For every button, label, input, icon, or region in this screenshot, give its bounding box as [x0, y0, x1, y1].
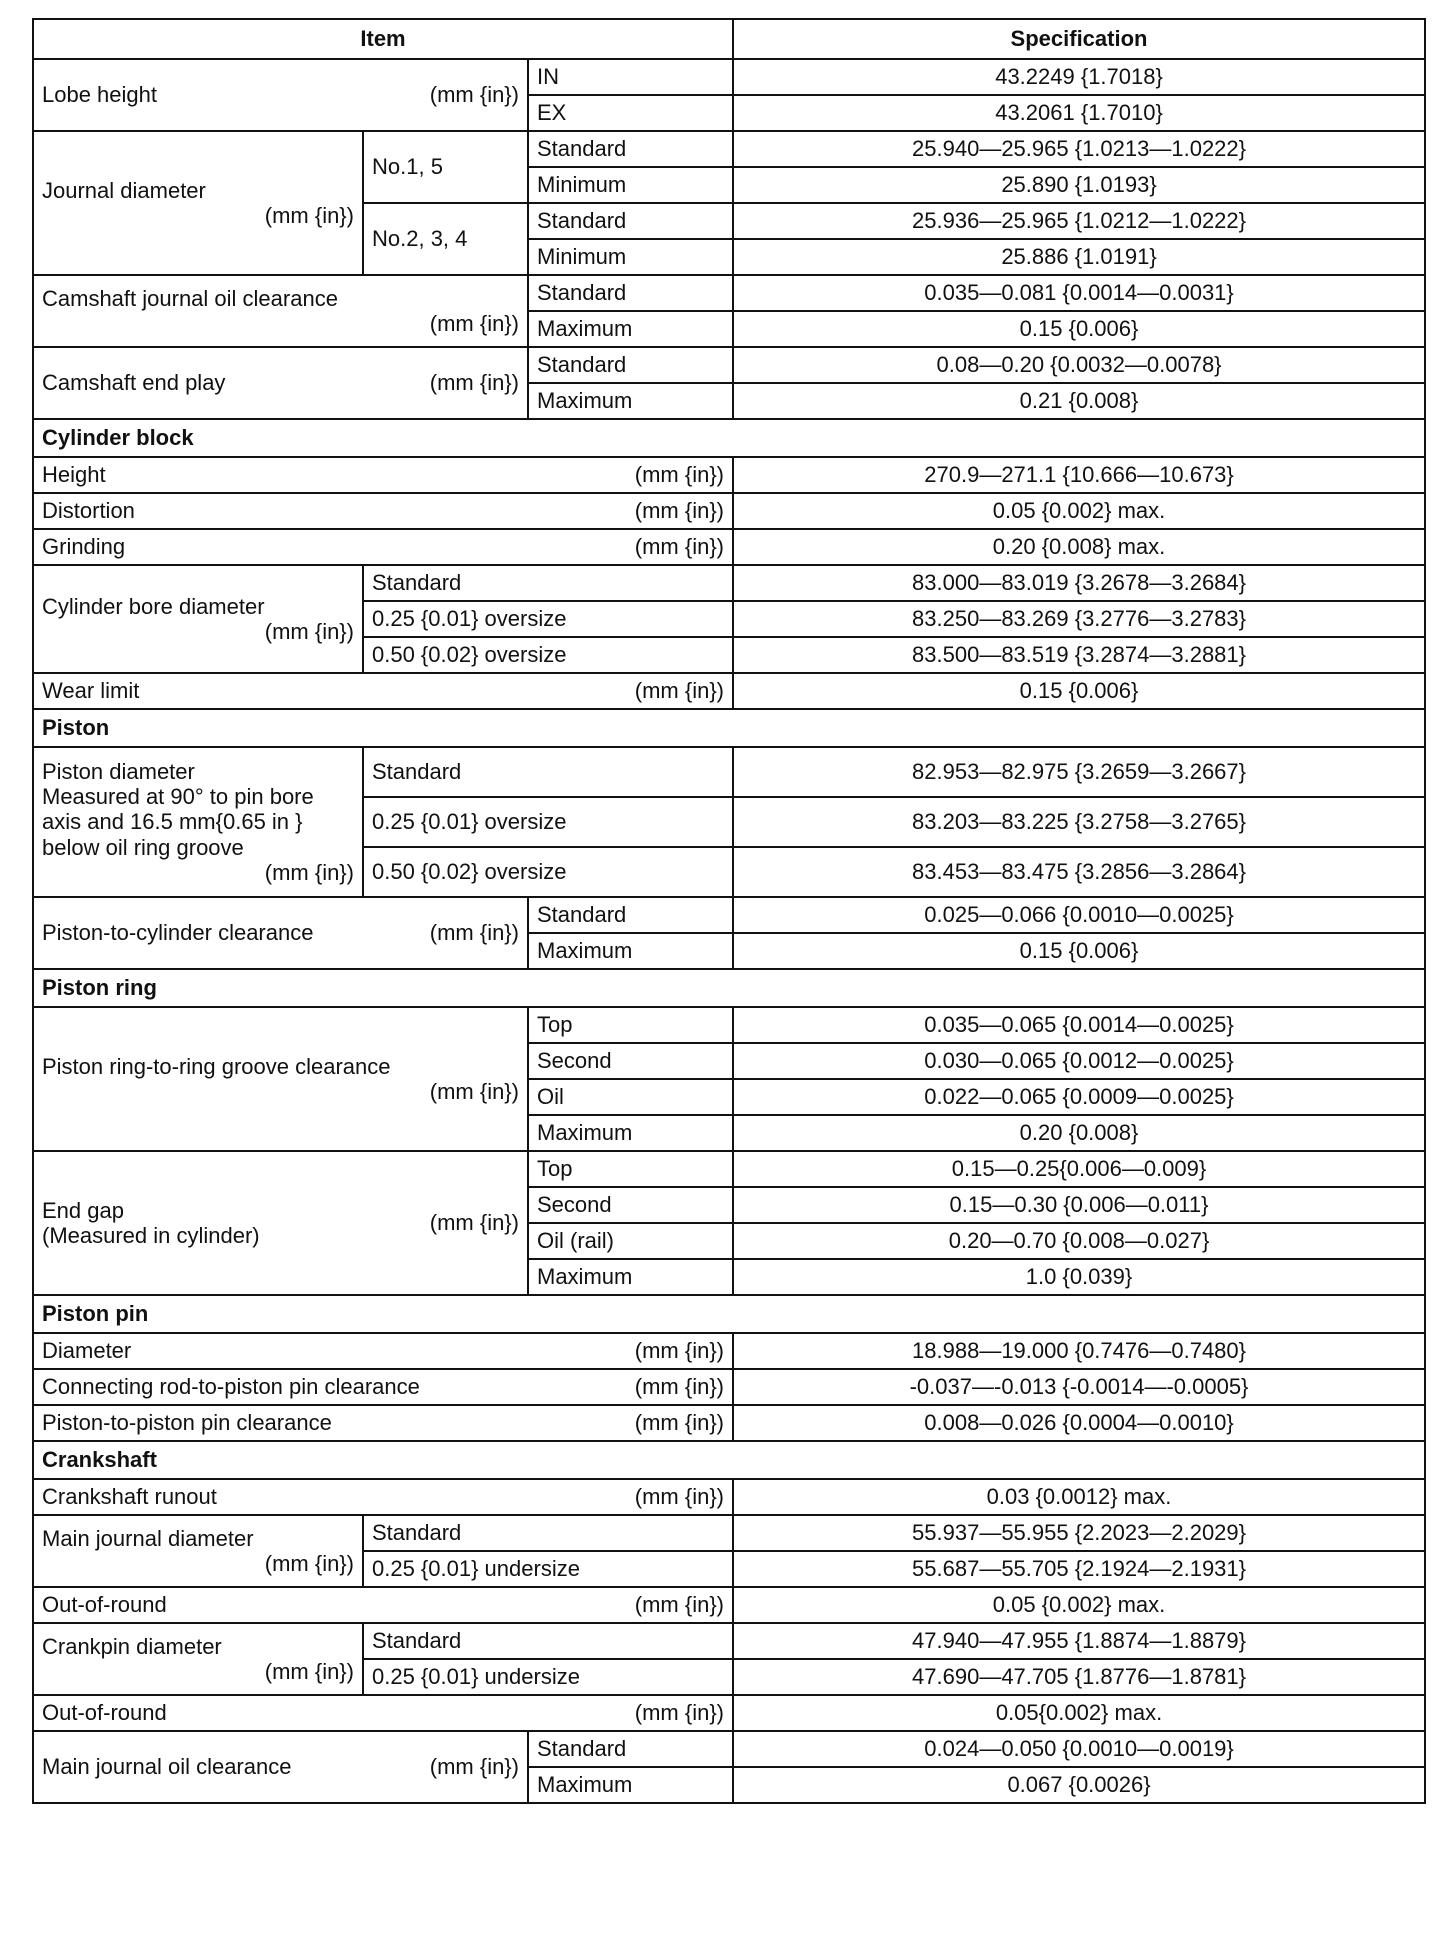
sub-label: Minimum [528, 167, 733, 203]
spec-value: 0.025—0.066 {0.0010—0.0025} [733, 897, 1425, 933]
spec-value: 47.940—47.955 {1.8874—1.8879} [733, 1623, 1425, 1659]
header-specification: Specification [733, 19, 1425, 59]
spec-value: 0.15—0.25{0.006—0.009} [733, 1151, 1425, 1187]
spec-value: 0.024—0.050 {0.0010—0.0019} [733, 1731, 1425, 1767]
table-row [33, 747, 1425, 797]
sub-label: Minimum [528, 239, 733, 275]
sub-label: 0.25 {0.01} undersize [363, 1659, 733, 1695]
section-row [33, 1441, 1425, 1479]
sub-label: 0.25 {0.01} undersize [363, 1551, 733, 1587]
spec-value: 83.000—83.019 {3.2678—3.2684} [733, 565, 1425, 601]
table-row [33, 131, 1425, 167]
spec-value: 0.08—0.20 {0.0032—0.0078} [733, 347, 1425, 383]
spec-value: 83.203—83.225 {3.2758—3.2765} [733, 797, 1425, 847]
main-journal-diameter-label: Main journal diameter (mm {in}) [33, 1515, 363, 1587]
spec-value: 55.937—55.955 {2.2023—2.2029} [733, 1515, 1425, 1551]
table-row [33, 275, 1425, 311]
table-row [33, 673, 1425, 709]
spec-value: 47.690—47.705 {1.8776—1.8781} [733, 1659, 1425, 1695]
table-row [33, 897, 1425, 933]
sub-label: Standard [528, 347, 733, 383]
spec-value: 0.035—0.065 {0.0014—0.0025} [733, 1007, 1425, 1043]
table-row [33, 1151, 1425, 1187]
spec-value: 83.500—83.519 {3.2874—3.2881} [733, 637, 1425, 673]
spec-value: 25.940—25.965 {1.0213—1.0222} [733, 131, 1425, 167]
table-row [33, 1405, 1425, 1441]
sub-label: Maximum [528, 1259, 733, 1295]
section-title-piston-ring: Piston ring [33, 969, 1425, 1007]
grinding-label: Grinding (mm {in}) [33, 529, 733, 565]
sub-label: Maximum [528, 311, 733, 347]
table-row [33, 347, 1425, 383]
spec-value: 43.2061 {1.7010} [733, 95, 1425, 131]
sub-label: Oil (rail) [528, 1223, 733, 1259]
spec-value: 0.20 {0.008} max. [733, 529, 1425, 565]
sub-label: Standard [528, 203, 733, 239]
section-title-piston: Piston [33, 709, 1425, 747]
section-title-cylinder-block: Cylinder block [33, 419, 1425, 457]
table-row [33, 1479, 1425, 1515]
sub-label: Standard [363, 565, 733, 601]
section-row [33, 709, 1425, 747]
sub-label: IN [528, 59, 733, 95]
table-row [33, 1515, 1425, 1551]
spec-value: 0.21 {0.008} [733, 383, 1425, 419]
main-journal-oil-clearance-label: Main journal oil clearance (mm {in}) [33, 1731, 528, 1803]
sub-label: Top [528, 1007, 733, 1043]
end-gap-label: End gap (Measured in cylinder) (mm {in}) [33, 1151, 528, 1295]
sub-label: Oil [528, 1079, 733, 1115]
section-title-crankshaft: Crankshaft [33, 1441, 1425, 1479]
sub-label: 0.50 {0.02} oversize [363, 637, 733, 673]
table-row [33, 493, 1425, 529]
spec-value: 0.05 {0.002} max. [733, 1587, 1425, 1623]
table-row [33, 1623, 1425, 1659]
spec-value: 270.9—271.1 {10.666—10.673} [733, 457, 1425, 493]
spec-value: 0.20 {0.008} [733, 1115, 1425, 1151]
spec-value: -0.037—-0.013 {-0.0014—-0.0005} [733, 1369, 1425, 1405]
sub-label: Maximum [528, 383, 733, 419]
spec-value: 0.067 {0.0026} [733, 1767, 1425, 1803]
spec-value: 18.988—19.000 {0.7476—0.7480} [733, 1333, 1425, 1369]
sub-label: Maximum [528, 1115, 733, 1151]
journal-diameter-label: Journal diameter (mm {in}) [33, 131, 363, 275]
spec-value: 0.15 {0.006} [733, 933, 1425, 969]
sub-label: Standard [528, 131, 733, 167]
section-title-piston-pin: Piston pin [33, 1295, 1425, 1333]
spec-value: 0.022—0.065 {0.0009—0.0025} [733, 1079, 1425, 1115]
piston-pin-clearance-label: Piston-to-piston pin clearance (mm {in}) [33, 1405, 733, 1441]
table-row [33, 1731, 1425, 1767]
out-of-round-label: Out-of-round (mm {in}) [33, 1587, 733, 1623]
header-item: Item [33, 19, 733, 59]
spec-value: 0.20—0.70 {0.008—0.027} [733, 1223, 1425, 1259]
cam-end-label: Camshaft end play (mm {in}) [33, 347, 528, 419]
height-label: Height (mm {in}) [33, 457, 733, 493]
sub-label: Standard [528, 1731, 733, 1767]
spec-value: 25.886 {1.0191} [733, 239, 1425, 275]
table-row [33, 457, 1425, 493]
specification-table [32, 18, 1424, 1804]
spec-value: 0.008—0.026 {0.0004—0.0010} [733, 1405, 1425, 1441]
spec-value: 0.15 {0.006} [733, 673, 1425, 709]
spec-value: 0.05 {0.002} max. [733, 493, 1425, 529]
spec-value: 0.05{0.002} max. [733, 1695, 1425, 1731]
spec-value: 83.453—83.475 {3.2856—3.2864} [733, 847, 1425, 897]
spec-value: 82.953—82.975 {3.2659—3.2667} [733, 747, 1425, 797]
sub-label: 0.25 {0.01} oversize [363, 797, 733, 847]
section-row [33, 969, 1425, 1007]
sub-label: Second [528, 1043, 733, 1079]
out-of-round-label: Out-of-round (mm {in}) [33, 1695, 733, 1731]
sub-label: Standard [363, 1623, 733, 1659]
piston-clearance-label: Piston-to-cylinder clearance (mm {in}) [33, 897, 528, 969]
spec-value: 0.030—0.065 {0.0012—0.0025} [733, 1043, 1425, 1079]
spec-value: 25.890 {1.0193} [733, 167, 1425, 203]
spec-value: 0.15—0.30 {0.006—0.011} [733, 1187, 1425, 1223]
sub-label: 0.25 {0.01} oversize [363, 601, 733, 637]
pin-diameter-label: Diameter (mm {in}) [33, 1333, 733, 1369]
section-row [33, 1295, 1425, 1333]
sub-label: Standard [363, 747, 733, 797]
runout-label: Crankshaft runout (mm {in}) [33, 1479, 733, 1515]
sub-label: Maximum [528, 1767, 733, 1803]
spec-value: 0.15 {0.006} [733, 311, 1425, 347]
sub-label: Standard [528, 275, 733, 311]
spec-value: 0.035—0.081 {0.0014—0.0031} [733, 275, 1425, 311]
piston-diameter-label: Piston diameter Measured at 90° to pin bore axis and 16.5 mm{0.65 in } below oil ring groove (mm {in}) [33, 747, 363, 897]
group-label: No.2, 3, 4 [363, 203, 528, 275]
group-label: No.1, 5 [363, 131, 528, 203]
table-row [33, 1587, 1425, 1623]
spec-value: 0.03 {0.0012} max. [733, 1479, 1425, 1515]
spec-value: 55.687—55.705 {2.1924—2.1931} [733, 1551, 1425, 1587]
wear-limit-label: Wear limit (mm {in}) [33, 673, 733, 709]
sub-label: Standard [528, 897, 733, 933]
table-header-row [33, 19, 1425, 59]
spec-value: 83.250—83.269 {3.2776—3.2783} [733, 601, 1425, 637]
table-row [33, 565, 1425, 601]
lobe-height-label: Lobe height (mm {in}) [33, 59, 528, 131]
table-row [33, 1369, 1425, 1405]
table-row [33, 1333, 1425, 1369]
table-row [33, 1695, 1425, 1731]
sub-label: Top [528, 1151, 733, 1187]
table-row [33, 1007, 1425, 1043]
spec-value: 1.0 {0.039} [733, 1259, 1425, 1295]
bore-diameter-label: Cylinder bore diameter (mm {in}) [33, 565, 363, 673]
section-row [33, 419, 1425, 457]
distortion-label: Distortion (mm {in}) [33, 493, 733, 529]
sub-label: Maximum [528, 933, 733, 969]
sub-label: Second [528, 1187, 733, 1223]
sub-label: Standard [363, 1515, 733, 1551]
sub-label: 0.50 {0.02} oversize [363, 847, 733, 897]
cam-oil-label: Camshaft journal oil clearance (mm {in}) [33, 275, 528, 347]
rod-pin-clearance-label: Connecting rod-to-piston pin clearance (mm {in}) [33, 1369, 733, 1405]
spec-value: 43.2249 {1.7018} [733, 59, 1425, 95]
sub-label: EX [528, 95, 733, 131]
spec-value: 25.936—25.965 {1.0212—1.0222} [733, 203, 1425, 239]
table-row [33, 59, 1425, 95]
table-row [33, 529, 1425, 565]
crankpin-diameter-label: Crankpin diameter (mm {in}) [33, 1623, 363, 1695]
ring-groove-clearance-label: Piston ring-to-ring groove clearance (mm {in}) [33, 1007, 528, 1151]
